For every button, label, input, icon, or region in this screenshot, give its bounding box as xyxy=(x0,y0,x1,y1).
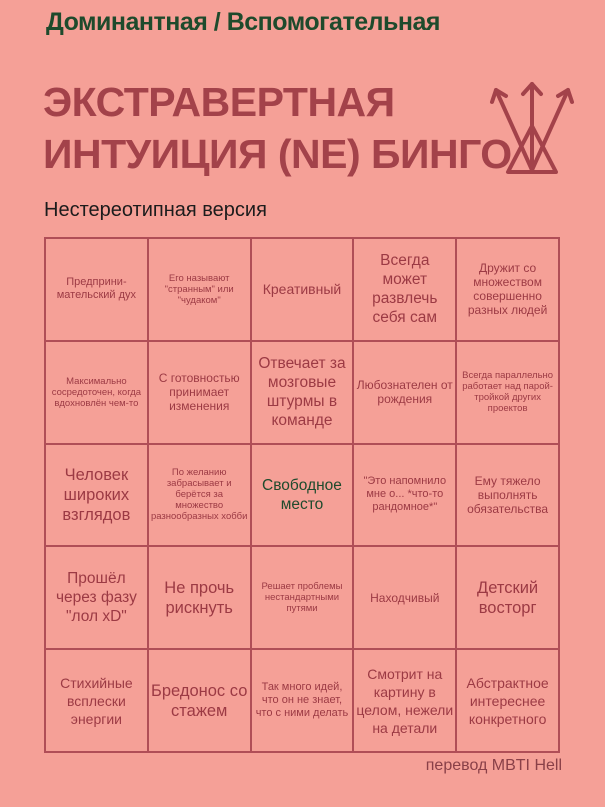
bingo-cell: Всегда параллельно работает над парой-тройкой других проектов xyxy=(456,341,559,444)
bingo-cell: По желанию забрасывает и берётся за множество разнообразных хобби xyxy=(148,444,251,547)
version-label: Нестереотипная версия xyxy=(44,199,267,221)
bingo-cell: Любознателен от рождения xyxy=(353,341,456,444)
extraverted-intuition-symbol-icon xyxy=(486,80,580,178)
subtitle: Доминантная / Вспомогательная xyxy=(46,8,440,36)
page-title xyxy=(43,76,512,180)
bingo-cell: Находчивый xyxy=(353,546,456,649)
bingo-cell: Отвечает за мозговые штурмы в команде xyxy=(251,341,354,444)
bingo-cell: С готовностью принимает изменения xyxy=(148,341,251,444)
bingo-cell: Стихийные всплески энергии xyxy=(45,649,148,752)
bingo-cell: Смотрит на картину в целом, нежели на детали xyxy=(353,649,456,752)
bingo-cell: Прошёл через фазу "лол xD" xyxy=(45,546,148,649)
bingo-cell: Всегда может развлечь себя сам xyxy=(353,238,456,341)
title-line-1: ЭКСТРАВЕРТНАЯ xyxy=(43,79,395,125)
bingo-cell: Абстрактное интереснее конкретного xyxy=(456,649,559,752)
bingo-cell: "Это напомнило мне о... *что-то рандомное*" xyxy=(353,444,456,547)
bingo-cell: Детский восторг xyxy=(456,546,559,649)
bingo-free-cell: Свободное место xyxy=(251,444,354,547)
bingo-cell: Бредонос со стажем xyxy=(148,649,251,752)
translation-credit: перевод MBTI Hell xyxy=(425,757,562,774)
bingo-cell: Решает проблемы нестандартными путями xyxy=(251,546,354,649)
bingo-grid xyxy=(44,237,560,753)
bingo-cell: Дружит со множеством совершенно разных людей xyxy=(456,238,559,341)
title-line-2: ИНТУИЦИЯ (NE) БИНГО xyxy=(43,131,512,177)
bingo-cell: Предприни-мательский дух xyxy=(45,238,148,341)
bingo-cell: Не прочь рискнуть xyxy=(148,546,251,649)
bingo-cell: Максимально сосредоточен, когда вдохновлён чем-то xyxy=(45,341,148,444)
bingo-cell: Человек широких взглядов xyxy=(45,444,148,547)
bingo-cell: Креативный xyxy=(251,238,354,341)
bingo-cell: Его называют "странным" или "чудаком" xyxy=(148,238,251,341)
bingo-cell: Ему тяжело выполнять обязательства xyxy=(456,444,559,547)
bingo-cell: Так много идей, что он не знает, что с ними делать xyxy=(251,649,354,752)
